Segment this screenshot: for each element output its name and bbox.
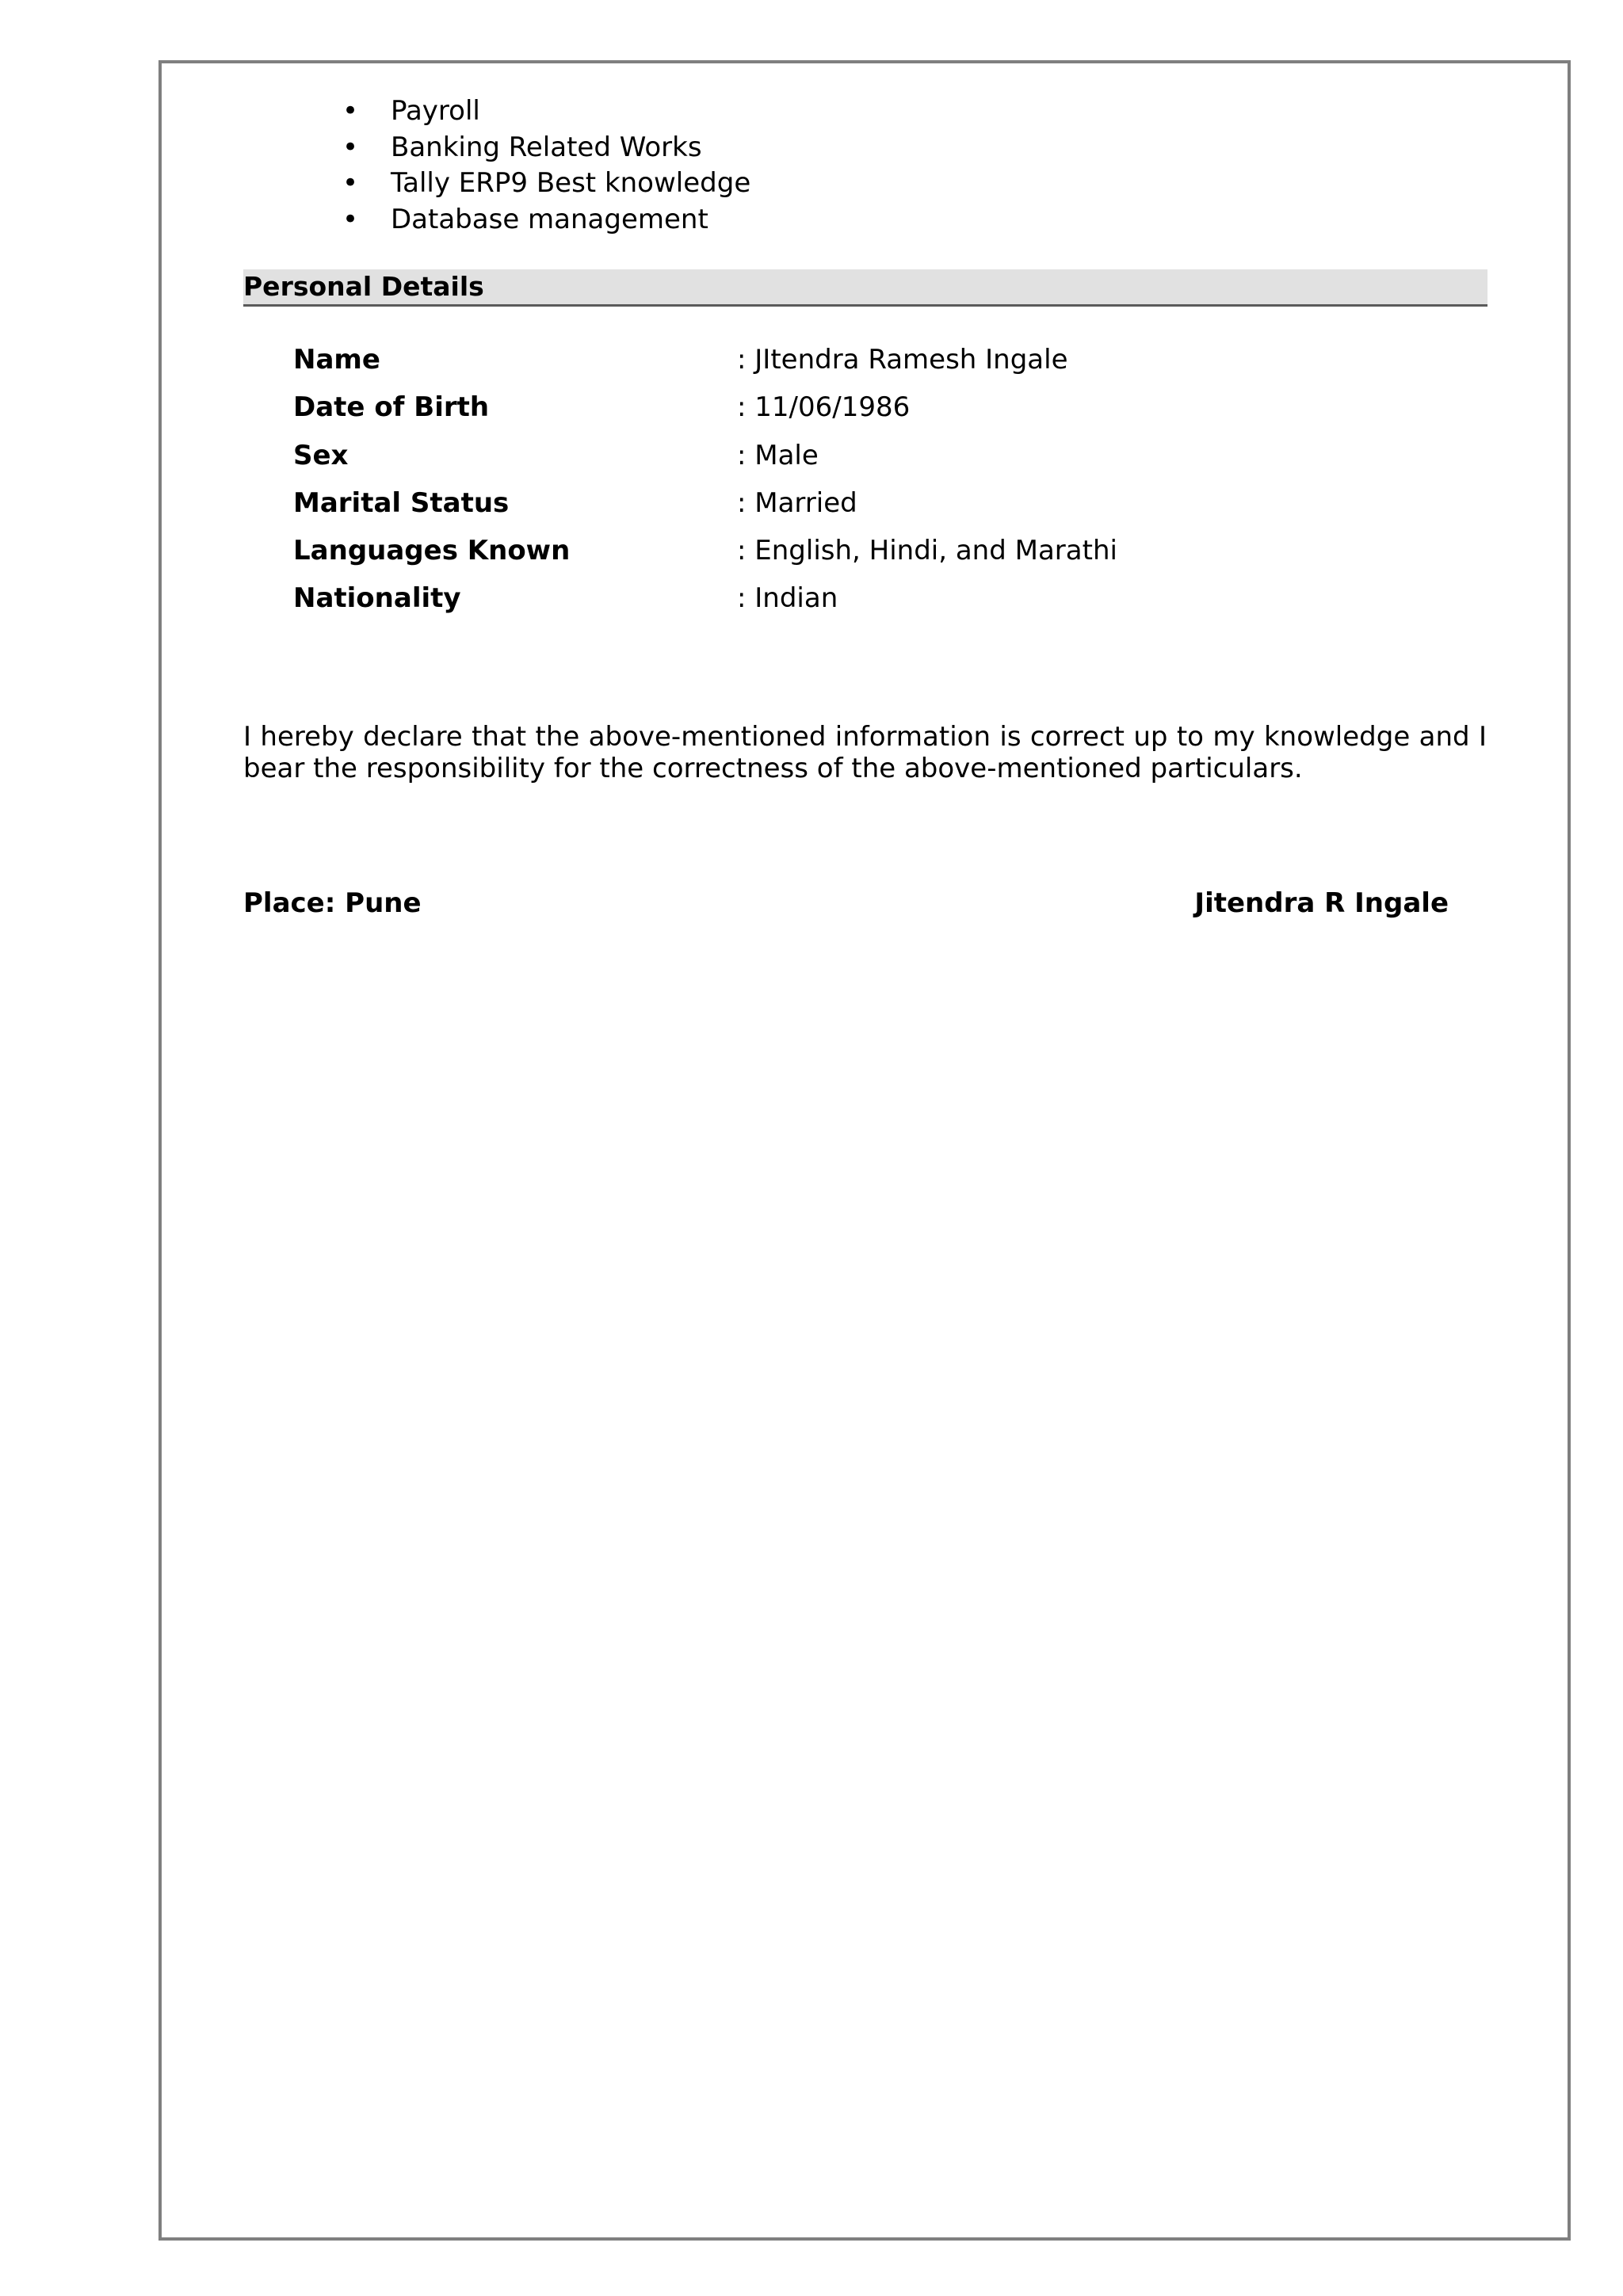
declaration-paragraph: I hereby declare that the above-mentioned information is correct up to my knowledge and I bear the responsibility for the correctness of the above-mentioned particulars.: [243, 721, 1487, 784]
section-heading-personal-details: Personal Details: [243, 269, 1487, 307]
skill-text: Database management: [391, 203, 708, 235]
list-item: [337, 130, 750, 166]
skills-list: [337, 93, 750, 238]
skill-text: Tally ERP9 Best knowledge: [391, 167, 751, 199]
bullet-icon: •: [342, 95, 359, 127]
detail-label: Sex: [293, 439, 349, 471]
list-item: [337, 202, 750, 238]
list-item: [337, 93, 750, 130]
detail-label: Name: [293, 344, 380, 376]
detail-value: : JItendra Ramesh Ingale: [737, 344, 1068, 376]
detail-value: : Married: [737, 486, 857, 519]
detail-label: Marital Status: [293, 486, 510, 519]
bullet-icon: •: [342, 167, 359, 199]
detail-value: : 11/06/1986: [737, 391, 911, 424]
detail-value: : English, Hindi, and Marathi: [737, 535, 1117, 567]
bullet-icon: •: [342, 203, 359, 235]
skill-text: Payroll: [391, 95, 480, 127]
bullet-icon: •: [342, 131, 359, 163]
detail-label: Nationality: [293, 582, 461, 615]
list-item: [337, 166, 750, 202]
detail-value: : Male: [737, 439, 819, 471]
detail-value: : Indian: [737, 582, 838, 615]
signature-name: Jitendra R Ingale: [1194, 887, 1449, 919]
place-label: Place: Pune: [243, 887, 422, 919]
detail-label: Languages Known: [293, 535, 571, 567]
page-border: [158, 60, 1571, 2241]
skill-text: Banking Related Works: [391, 131, 702, 163]
detail-label: Date of Birth: [293, 391, 490, 424]
